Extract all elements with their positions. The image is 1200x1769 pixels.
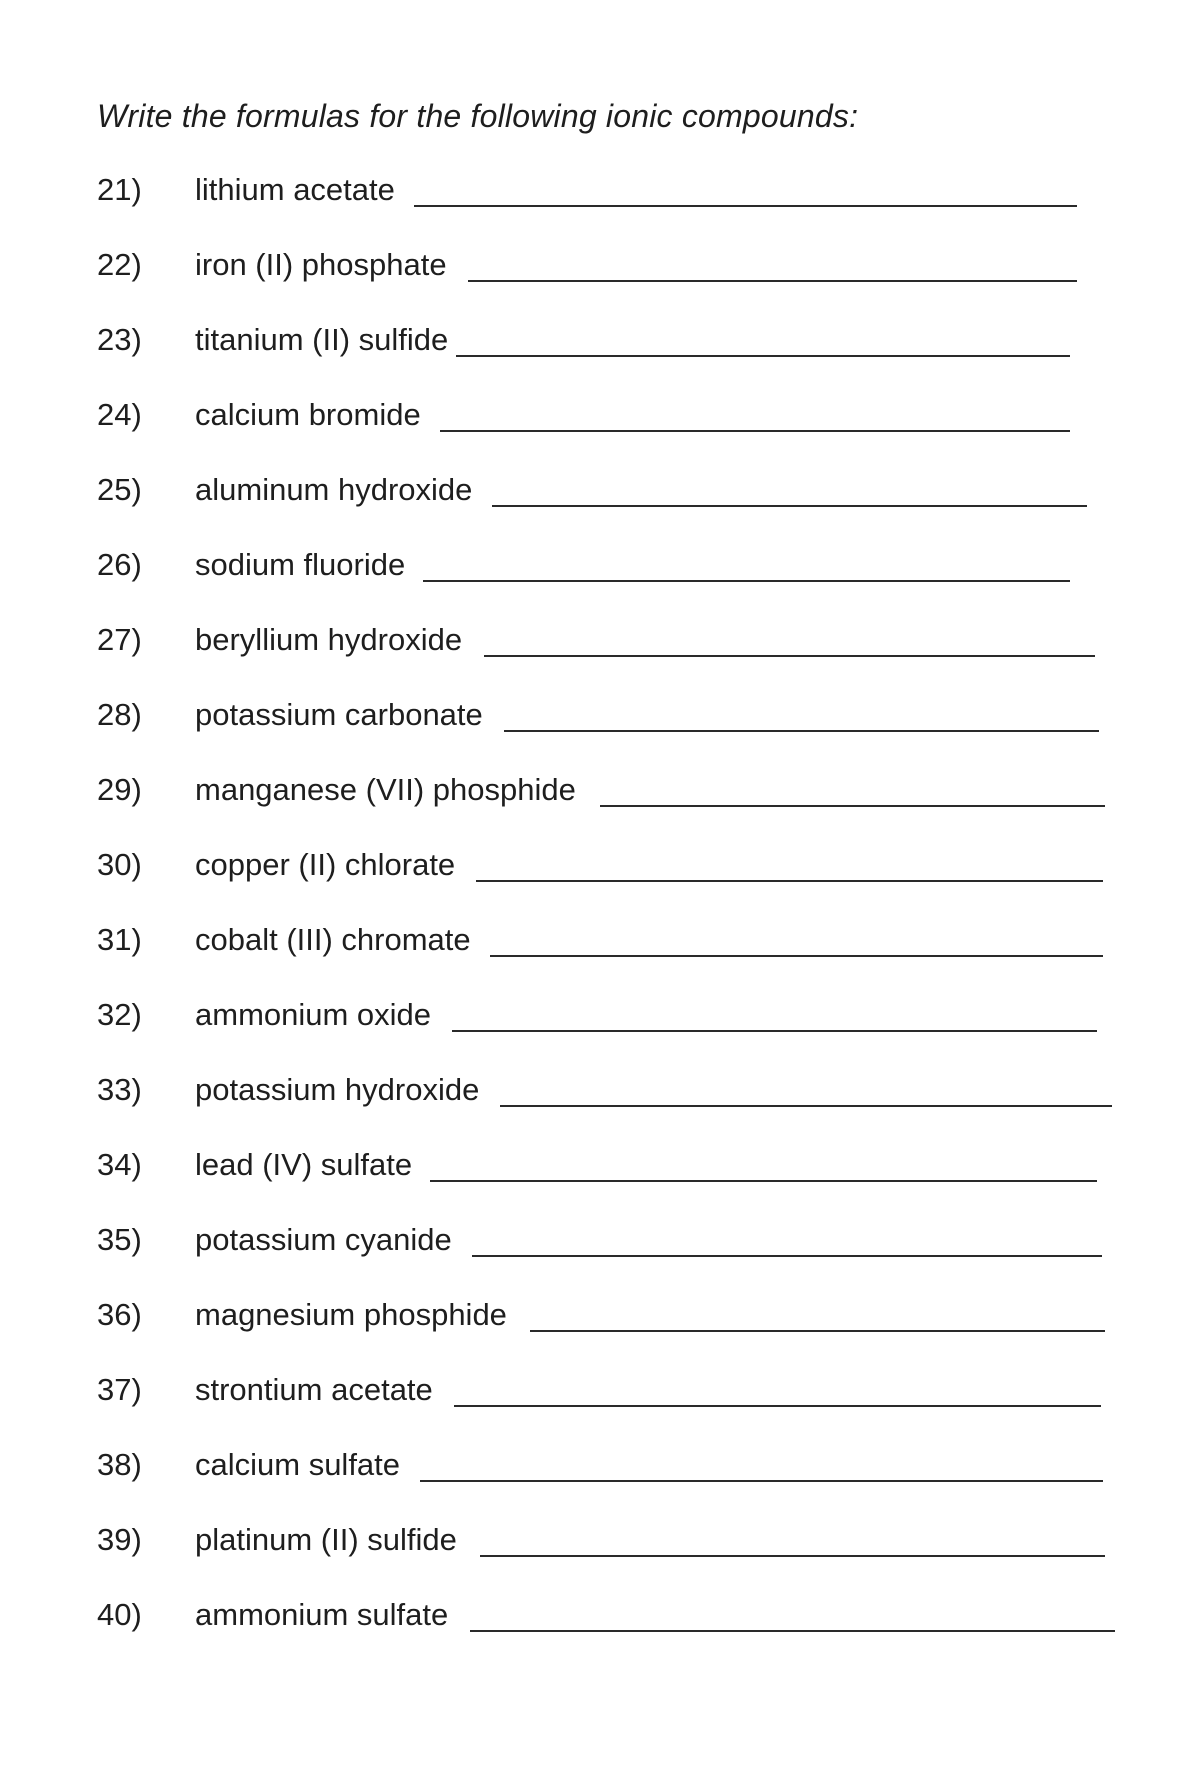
compound-name: potassium hydroxide: [195, 1072, 480, 1107]
question-row: [0, 770, 1200, 820]
question-number: 39): [97, 1522, 142, 1557]
compound-name: titanium (II) sulfide: [195, 322, 449, 357]
question-number: 23): [97, 322, 142, 357]
answer-blank[interactable]: [530, 1330, 1105, 1332]
question-row: [0, 620, 1200, 670]
answer-blank[interactable]: [430, 1180, 1097, 1182]
compound-name: potassium cyanide: [195, 1222, 452, 1257]
question-row: [0, 1520, 1200, 1570]
compound-name: strontium acetate: [195, 1372, 433, 1407]
answer-blank[interactable]: [454, 1405, 1101, 1407]
answer-blank[interactable]: [500, 1105, 1112, 1107]
question-number: 34): [97, 1147, 142, 1182]
compound-name: sodium fluoride: [195, 547, 406, 582]
question-row: [0, 695, 1200, 745]
question-row: [0, 845, 1200, 895]
question-row: [0, 995, 1200, 1045]
answer-blank[interactable]: [452, 1030, 1097, 1032]
compound-name: magnesium phosphide: [195, 1297, 507, 1332]
compound-name: manganese (VII) phosphide: [195, 772, 576, 807]
question-number: 22): [97, 247, 142, 282]
answer-blank[interactable]: [414, 205, 1077, 207]
question-number: 25): [97, 472, 142, 507]
question-number: 30): [97, 847, 142, 882]
compound-name: iron (II) phosphate: [195, 247, 447, 282]
question-number: 40): [97, 1597, 142, 1632]
compound-name: copper (II) chlorate: [195, 847, 456, 882]
question-row: [0, 245, 1200, 295]
question-number: 27): [97, 622, 142, 657]
compound-name: potassium carbonate: [195, 697, 483, 732]
answer-blank[interactable]: [480, 1555, 1105, 1557]
answer-blank[interactable]: [440, 430, 1070, 432]
compound-name: ammonium sulfate: [195, 1597, 449, 1632]
question-row: [0, 1145, 1200, 1195]
question-row: [0, 320, 1200, 370]
answer-blank[interactable]: [600, 805, 1105, 807]
question-row: [0, 470, 1200, 520]
answer-blank[interactable]: [468, 280, 1077, 282]
compound-name: lead (IV) sulfate: [195, 1147, 413, 1182]
instructions: Write the formulas for the following ionic compounds:: [97, 98, 859, 134]
question-row: [0, 1370, 1200, 1420]
answer-blank[interactable]: [476, 880, 1103, 882]
answer-blank[interactable]: [456, 355, 1070, 357]
compound-name: beryllium hydroxide: [195, 622, 463, 657]
question-row: [0, 1295, 1200, 1345]
question-number: 28): [97, 697, 142, 732]
question-row: [0, 920, 1200, 970]
question-number: 35): [97, 1222, 142, 1257]
answer-blank[interactable]: [470, 1630, 1115, 1632]
question-number: 26): [97, 547, 142, 582]
answer-blank[interactable]: [504, 730, 1099, 732]
compound-name: aluminum hydroxide: [195, 472, 473, 507]
question-row: [0, 395, 1200, 445]
question-number: 31): [97, 922, 142, 957]
question-number: 37): [97, 1372, 142, 1407]
answer-blank[interactable]: [484, 655, 1095, 657]
answer-blank[interactable]: [420, 1480, 1103, 1482]
question-number: 24): [97, 397, 142, 432]
question-number: 38): [97, 1447, 142, 1482]
question-row: [0, 545, 1200, 595]
question-number: 32): [97, 997, 142, 1032]
question-number: 33): [97, 1072, 142, 1107]
answer-blank[interactable]: [472, 1255, 1102, 1257]
compound-name: cobalt (III) chromate: [195, 922, 471, 957]
compound-name: ammonium oxide: [195, 997, 432, 1032]
question-number: 21): [97, 172, 142, 207]
compound-name: calcium bromide: [195, 397, 421, 432]
question-row: [0, 1220, 1200, 1270]
compound-name: platinum (II) sulfide: [195, 1522, 457, 1557]
question-row: [0, 170, 1200, 220]
question-number: 36): [97, 1297, 142, 1332]
answer-blank[interactable]: [492, 505, 1087, 507]
question-row: [0, 1445, 1200, 1495]
question-row: [0, 1070, 1200, 1120]
question-number: 29): [97, 772, 142, 807]
compound-name: lithium acetate: [195, 172, 395, 207]
answer-blank[interactable]: [423, 580, 1070, 582]
question-row: [0, 1595, 1200, 1645]
answer-blank[interactable]: [490, 955, 1103, 957]
compound-name: calcium sulfate: [195, 1447, 401, 1482]
